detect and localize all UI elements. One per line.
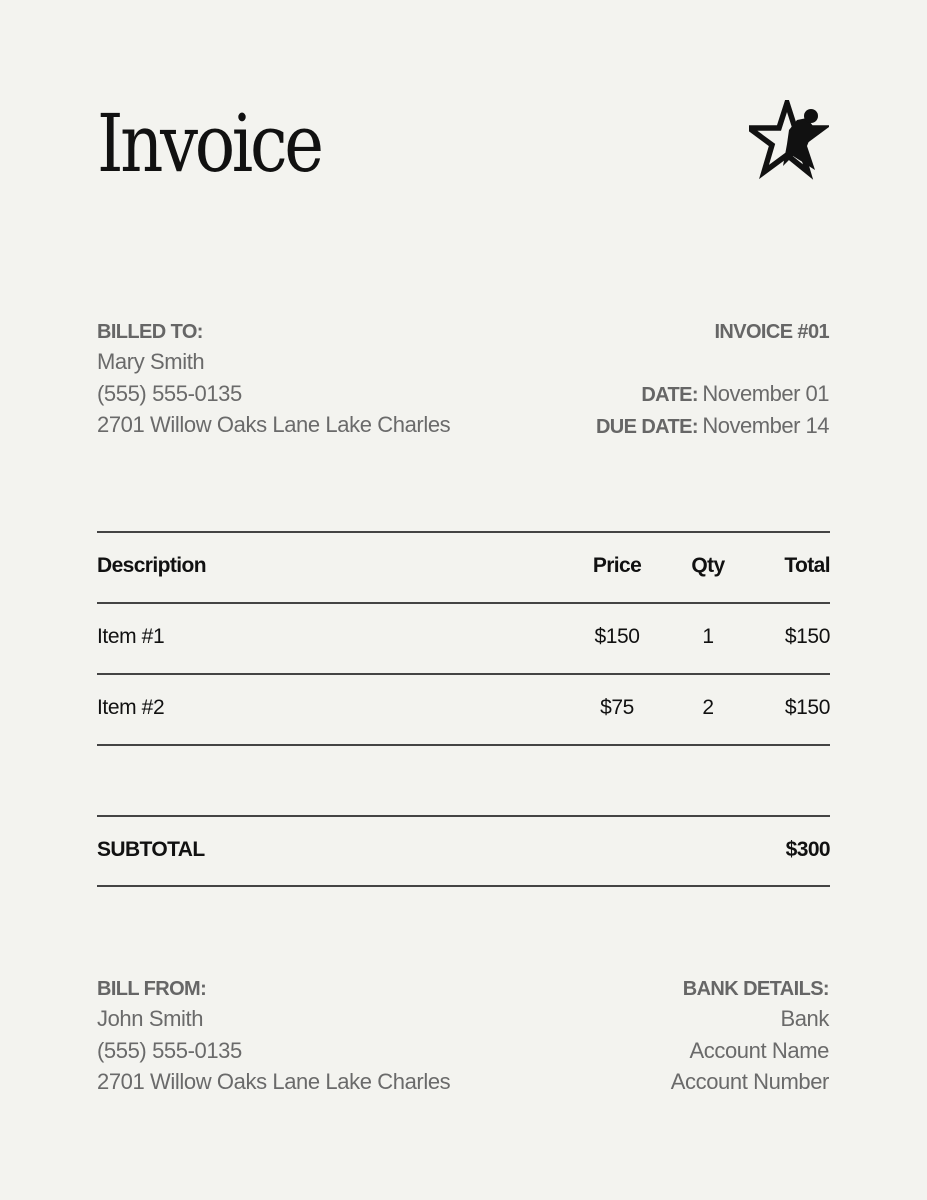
bill-from-name: John Smith (97, 1006, 204, 1031)
bank-account-number: Account Number (670, 1069, 829, 1094)
due-date-label: DUE DATE: (595, 415, 698, 438)
bank-details-block (671, 975, 829, 1098)
billed-to-name: Mary Smith (97, 349, 205, 374)
invoice-title: Invoice (97, 97, 321, 190)
table-row (97, 617, 830, 657)
invoice-number: INVOICE #01 (714, 321, 829, 343)
bill-from-address: 2701 Willow Oaks Lane Lake Charles (97, 1069, 451, 1094)
bank-name: Bank (780, 1006, 829, 1031)
bill-from-label: BILL FROM: (97, 978, 207, 1000)
billed-to-label: BILLED TO: (97, 321, 203, 343)
row-price: $75 (600, 696, 634, 719)
subtotal-label: SUBTOTAL (97, 838, 205, 861)
table-header-divider (97, 602, 830, 604)
row-price: $150 (594, 625, 640, 648)
subtotal-top-divider (97, 815, 830, 817)
row-total: $150 (784, 696, 830, 719)
row-qty: 1 (702, 625, 714, 648)
bank-details-label: BANK DETAILS: (682, 978, 829, 1000)
subtotal-bottom-divider (97, 885, 830, 887)
subtotal-value: $300 (785, 838, 830, 861)
row-description: Item #1 (97, 625, 165, 648)
invoice-date-row (596, 378, 829, 410)
row-qty: 2 (702, 696, 714, 719)
table-top-divider (97, 531, 830, 533)
header-total: Total (784, 554, 830, 577)
billed-to-address: 2701 Willow Oaks Lane Lake Charles (97, 412, 451, 437)
due-date-value: November 14 (702, 412, 829, 438)
subtotal-row (97, 830, 830, 870)
header-qty: Qty (691, 554, 725, 577)
billed-to-block (97, 318, 450, 441)
row-description: Item #2 (97, 696, 165, 719)
table-row (97, 688, 830, 728)
star-person-icon (749, 100, 829, 180)
due-date-row (596, 410, 829, 442)
row-total: $150 (784, 625, 830, 648)
bank-account-name: Account Name (689, 1037, 829, 1063)
bill-from-block (97, 975, 450, 1098)
invoice-info-block (596, 318, 829, 441)
row-divider (97, 673, 830, 675)
table-header-row (97, 546, 830, 586)
date-value: November 01 (702, 381, 829, 406)
billed-to-phone: (555) 555-0135 (97, 380, 242, 406)
bill-from-phone: (555) 555-0135 (97, 1037, 242, 1063)
date-label: DATE: (641, 384, 698, 406)
header-description: Description (97, 554, 206, 577)
header-price: Price (592, 554, 642, 577)
row-divider (97, 744, 830, 746)
